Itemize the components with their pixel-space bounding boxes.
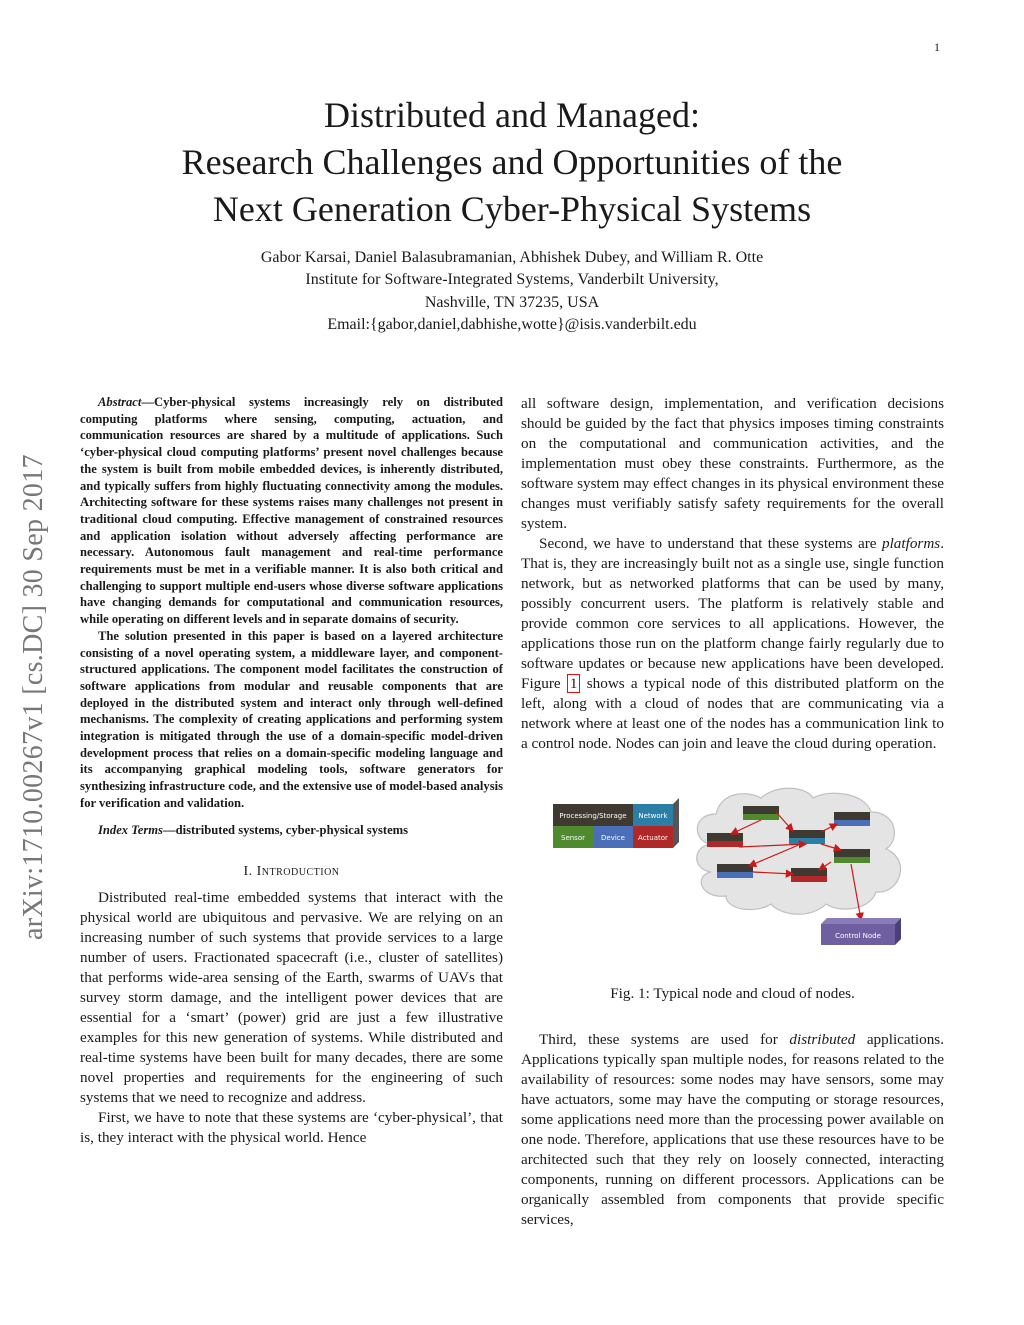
typical-node — [553, 798, 679, 848]
author-block — [80, 247, 944, 337]
index-terms-text: —distributed systems, cyber-physical systems — [162, 822, 409, 837]
section-heading-introduction — [80, 864, 503, 880]
title-line: Research Challenges and Opportunities of the — [181, 142, 843, 182]
actuator-label: Actuator — [638, 834, 668, 842]
figure-reference-link[interactable]: 1 — [567, 674, 581, 693]
mini-node — [707, 833, 743, 847]
section-title: Introduction — [256, 864, 340, 880]
paragraph-text: Second, we have to understand that these systems are — [539, 535, 882, 552]
section-number: I. — [243, 864, 253, 880]
body-paragraph: First, we have to note that these systems are ‘cyber-physical’, that is, they interact with the physical world. Hence — [80, 1109, 503, 1147]
intro-body-left — [80, 888, 503, 1148]
author-address: Nashville, TN 37235, USA — [424, 293, 600, 311]
title-line: Next Generation Cyber-Physical Systems — [212, 189, 812, 229]
mini-node — [834, 812, 870, 826]
network-label: Network — [638, 812, 668, 820]
mini-node — [789, 830, 825, 844]
emphasis-platforms: platforms — [881, 535, 941, 552]
node-block-side — [673, 798, 679, 848]
right-column — [521, 394, 944, 1230]
node-cloud-diagram — [521, 784, 944, 974]
body-paragraph: Distributed real-time embedded systems that interact with the physical world are ubiquitous and pervasive. We are relying on an increasing number of such systems that provide services to a large number of users. Fractionated spacecraft (i.e., cluster of satellites) that performs wide-area sensing of the Earth, swarms of UAVs that survey storm damage, and the intelligent power devices that are essential for a ‘smart’ (power) grid are just a few illustrative examples for this new generation of systems. While distributed and real-time systems have been built for many decades, there are some novel properties and requirements for the engineering of such systems that we need to recognize and address. — [80, 889, 503, 1107]
paragraph-text: applications. Applications typically span multiple nodes, for reasons related to the availability of resources: some nodes may have sensors, some may have actuators, some may have the computing or storage resources, some applications need more than the processing power available on one node. Therefore, applications that use these resources have to be architected such that they rely on loosely connected, interacting components, running on different processors. Applications can be organically assembled from components that provide specific services, — [521, 1031, 944, 1228]
device-label: Device — [601, 834, 625, 842]
cloud-of-nodes — [697, 788, 901, 920]
body-paragraph — [521, 1030, 944, 1230]
paragraph-text: . That is, they are increasingly built not as a single use, single function network, but as networked platforms that can be used by many, possibly concurrent users. The platform is relatively stable and provide common core services to all applications. However, the applications those run on the platform change fairly regularly due to software updates or because new applications have been developed. Figure — [521, 535, 944, 692]
abstract-text: —Cyber-physical systems increasingly rely on distributed computing platforms where sensing, computing, actuation, and communication resources are shared by a multitude of applications. Such ‘cyber-physical cloud computing platforms’ present novel challenges because the system is built from mobile embedded devices, is inherently distributed, and typically suffers from highly fluctuating connectivity among the modules. Architecting software for these systems raises many challenges not present in traditional cloud computing. Effective management of constrained resources and application isolation without adversely affecting performance are necessary. Autonomous fault management and real-time performance requirements must be met in a verifiable manner. It is also both critical and challenging to support multiple end-users whose diverse software applications have changing demands for computational and communication resources, while operating on different levels and in separate domains of security. — [80, 395, 503, 627]
figure-caption: Fig. 1: Typical node and cloud of nodes. — [610, 985, 855, 1002]
body-paragraph: all software design, implementation, and verification decisions should be guided by the fact that physics imposes timing constraints on the computational and communication activities, and the implementation must obey these constraints. Furthermore, as the software system may effect changes in its physical environment these changes must verifiably satisfy safety requirements for the overall system. — [521, 395, 944, 532]
sensor-label: Sensor — [561, 834, 585, 842]
body-paragraph — [521, 534, 944, 754]
paper-title — [80, 92, 944, 233]
paragraph-text: shows a typical node of this distributed platform on the left, along with a cloud of nodes that are communicating via a network where at least one of the nodes has a communication link to a control node. Nodes can join and leave the cloud during operation. — [521, 675, 944, 752]
paper-header — [80, 92, 944, 337]
author-names: Gabor Karsai, Daniel Balasubramanian, Abhishek Dubey, and William R. Otte — [260, 249, 764, 266]
author-email: Email:{gabor,daniel,dabhishe,wotte}@isis.vanderbilt.edu — [327, 316, 697, 334]
processing-storage-label: Processing/Storage — [559, 812, 627, 820]
abstract-paragraph — [80, 394, 503, 628]
left-column — [80, 394, 503, 1148]
emphasis-distributed: distributed — [789, 1031, 856, 1048]
figure-1 — [521, 784, 944, 1004]
page-number: 1 — [934, 40, 940, 54]
author-affiliation: Institute for Software-Integrated Systems, Vanderbilt University, — [305, 271, 719, 289]
title-line: Distributed and Managed: — [324, 95, 700, 135]
arxiv-identifier: arXiv:1710.00267v1 [cs.DC] 30 Sep 2017 — [18, 454, 49, 940]
index-terms-label: Index Terms — [98, 822, 163, 837]
intro-body-right-continued — [521, 1030, 944, 1230]
paragraph-text: Third, these systems are used for — [539, 1031, 790, 1048]
abstract-label: Abstract — [98, 395, 142, 409]
mini-node — [834, 849, 870, 863]
control-node — [821, 918, 901, 945]
intro-body-right — [521, 394, 944, 754]
index-terms — [80, 822, 503, 839]
mini-node — [791, 868, 827, 882]
abstract — [80, 394, 503, 812]
mini-node — [717, 864, 753, 878]
abstract-paragraph: The solution presented in this paper is based on a layered architecture consisting of a novel operating system, a middleware layer, and component-structured applications. The component model facilitates the construction of software applications from modular and reusable components that are deployed in the distributed system and interact only through well-defined mechanisms. The complexity of creating applications and performing system integration is mitigated through the use of a domain-specific model-driven development process that relies on a domain-specific modeling language and its accompanying graphical modeling tools, software generators for synthesizing infrastructure code, and the extensive use of model-based analysis for verification and validation. — [80, 628, 503, 810]
control-node-label: Control Node — [835, 932, 881, 940]
mini-node — [743, 806, 779, 820]
